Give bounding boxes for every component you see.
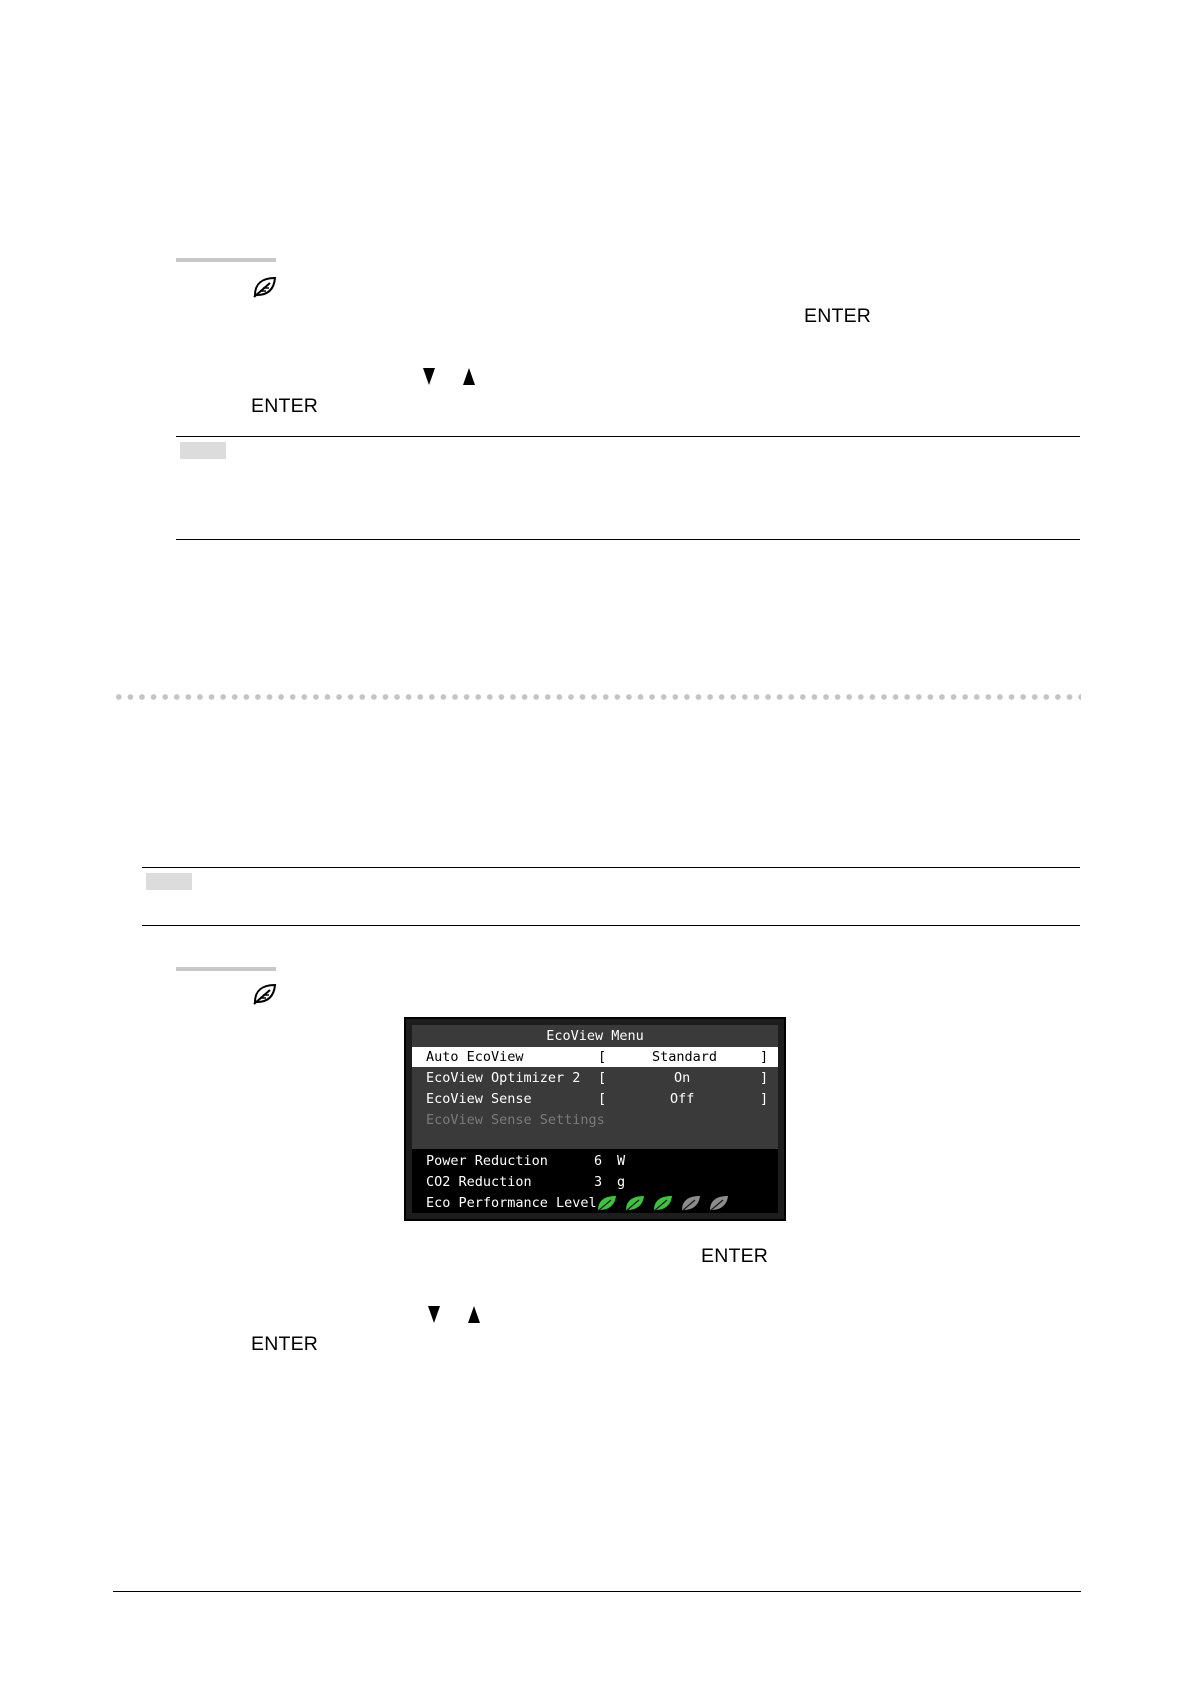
osd-row-value: Standard — [652, 1049, 718, 1065]
info-label: Power Reduction — [426, 1153, 548, 1169]
osd-bracket-close: ] — [760, 1049, 769, 1065]
enter-button-label: ENTER — [701, 1245, 769, 1267]
eco-leaf-off-icon — [680, 1195, 702, 1212]
osd-row-label: EcoView Sense — [426, 1091, 532, 1107]
eco-leaf-on-icon — [652, 1195, 674, 1212]
eco-leaf-icon — [252, 276, 278, 298]
procedure-marker — [176, 967, 276, 971]
osd-row-label: EcoView Sense Settings — [426, 1112, 605, 1128]
info-value: 6 — [594, 1153, 603, 1169]
note-tag — [180, 442, 226, 459]
note-top-rule — [176, 436, 1080, 437]
triangle-down-icon — [423, 368, 435, 385]
triangle-down-icon — [428, 1306, 440, 1323]
ecoview-menu-screenshot — [404, 1017, 786, 1221]
osd-co2-reduction — [412, 1172, 778, 1192]
triangle-up-icon — [468, 1306, 480, 1323]
osd-row-sense-settings — [412, 1110, 778, 1130]
osd-row-auto-ecoview[interactable] — [412, 1047, 778, 1067]
enter-button-label: ENTER — [251, 1333, 319, 1355]
triangle-up-icon — [463, 368, 475, 385]
osd-row-ecoview-sense[interactable] — [412, 1089, 778, 1109]
eco-leaf-off-icon — [708, 1195, 730, 1212]
section-divider — [113, 694, 1081, 700]
osd-bracket-open: [ — [598, 1070, 607, 1086]
info-unit: g — [617, 1174, 626, 1190]
osd-bracket-close: ] — [760, 1070, 769, 1086]
enter-button-label: ENTER — [251, 395, 319, 417]
note-tag — [146, 873, 192, 890]
osd-row-optimizer[interactable] — [412, 1068, 778, 1088]
note-top-rule — [142, 867, 1080, 868]
osd-bracket-open: [ — [598, 1049, 607, 1065]
note-bottom-rule — [142, 925, 1080, 926]
osd-row-value: On — [674, 1070, 691, 1086]
osd-bracket-close: ] — [760, 1091, 769, 1107]
osd-eco-performance — [412, 1193, 778, 1213]
osd-title: EcoView Menu — [546, 1028, 644, 1044]
ecoview-menu-panel — [412, 1025, 778, 1213]
info-unit: W — [617, 1153, 626, 1169]
eco-leaf-on-icon — [624, 1195, 646, 1212]
osd-row-value: Off — [670, 1091, 695, 1107]
enter-button-label: ENTER — [804, 305, 872, 327]
osd-row-label: Auto EcoView — [426, 1049, 524, 1065]
footer-rule — [113, 1591, 1081, 1592]
procedure-marker — [176, 258, 276, 262]
osd-power-reduction — [412, 1151, 778, 1171]
osd-row-label: EcoView Optimizer 2 — [426, 1070, 581, 1086]
osd-bracket-open: [ — [598, 1091, 607, 1107]
eco-leaf-on-icon — [596, 1195, 618, 1212]
info-label: Eco Performance Level — [426, 1195, 597, 1211]
note-bottom-rule — [176, 539, 1080, 540]
info-value: 3 — [594, 1174, 603, 1190]
info-label: CO2 Reduction — [426, 1174, 532, 1190]
eco-leaf-icon — [252, 983, 278, 1005]
osd-info-panel — [412, 1149, 778, 1213]
